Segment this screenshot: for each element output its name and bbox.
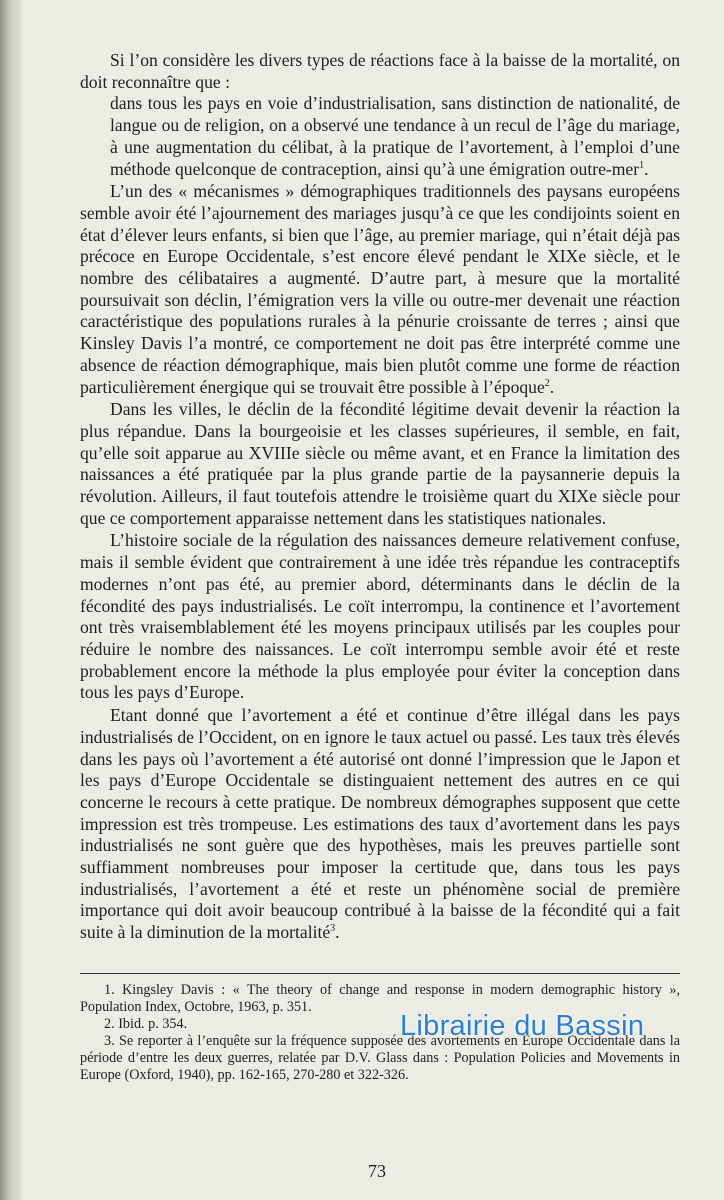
footnote-1: 1. Kingsley Davis : « The theory of change and response in modern demographic history », Population Index, Octobre, 1963, p. 351. <box>80 982 680 1015</box>
paragraph-marriage: L’un des « mécanismes » démographiques traditionnels des paysans européens semble avoir été l’ajournement des mariages jusqu’à ce que les condijoints soient en état d’élever leurs enfants, si bien que l’âge, au premier mariage, qui n’était déjà pas précoce en Europe Occidentale, s’est encore élevé pendant le XIXe siècle, et le nombre des célibataires a augmenté. D’autre part, à mesure que la mortalité poursuivait son déclin, l’émigration vers la ville ou outre-mer devenait une réaction caractéristique des populations rurales à la pénurie croissante de terres ; ainsi que Kinsley Davis l’a montré, ce comportement ne doit pas être interprété comme une absence de réaction démographique, mais bien plutôt comme une forme de réaction particulièrement énergique qui se trouvait être possible à l’époque$^2$. <box>80 181 680 397</box>
page-number: 73 <box>368 1161 386 1181</box>
paragraph-cities: Dans les villes, le déclin de la fécondité légitime devait devenir la réaction la plus répandue. Dans la bourgeoisie et les classes supérieures, il semble, en fait, qu’elle soit apparue au XVIIIe siècle ou même avant, et en France la limitation des naissances a été pratiquée par la plus grande partie de la paysannerie depuis la révolution. Ailleurs, il faut toutefois attendre le troisième quart du XIXe siècle pour que ce comportement apparaisse nettement dans les statistiques nationales. <box>80 399 680 528</box>
footnote-2: 2. Ibid. p. 354. <box>104 1016 188 1032</box>
paragraph-history: L’histoire sociale de la régulation des naissances demeure relativement confuse, mais il semble évident que contrairement à une idée très répandue les contraceptifs modernes n’ont pas été, au premier abord, déterminants dans le déclin de la fécondité des pays industrialisés. Le coït interrompu, la continence et l’avortement ont très vraisemblablement été les moyens principaux utilisés par les couples pour réduire le nombre des naissances. Le coït interrompu semble avoir été et reste probablement encore la méthode la plus employée pour éviter la conception dans tous les pays d’Europe. <box>80 530 680 703</box>
seller-watermark: Librairie du Bassin <box>400 1010 645 1042</box>
footnote-3: 3. Se reporter à l’enquête sur la fréquence supposée des avortements en Europe Occidentale dans la période d’entre les deux guerres, relatée par D.V. Glass dans : Population Policies and Movements in Europe (Oxford, 1940), pp. 162-165, 270-280 et 322-326. <box>80 1033 680 1083</box>
book-gutter <box>0 0 22 1200</box>
note-ref-2: 2 <box>544 377 550 389</box>
note-ref-3: 3 <box>330 923 336 935</box>
paragraph-intro: Si l’on considère les divers types de réactions face à la baisse de la mortalité, on doit reconnaître que : <box>80 50 680 92</box>
body-text <box>80 50 680 944</box>
paragraph-abortion: Etant donné que l’avortement a été et continue d’être illégal dans les pays industrialisés de l’Occident, on en ignore le taux actuel ou passé. Les taux très élevés dans les pays où l’avortement a été autorisé ont donné l’impression que le Japon et les pays d’Europe Occidentale se distinguaient nettement des autres en ce qui concerne le recours à cette pratique. De nombreux démographes supposent que cette impression est très trompeuse. Les estimations des taux d’avortement dans les pays industrialisés ne sont guère que des hypothèses, mais les preuves partielle sont suffiamment nombreuses pour imposer la certitude que, dans tous les pays industrialisés, l’avortement a été et reste un phénomène social de première importance qui doit avoir beaucoup contribué à la baisse de la fécondité qui a fait suite à la diminution de la mortalité$^3$. <box>80 705 680 943</box>
note-ref-1: 1 <box>639 159 645 171</box>
quotation: dans tous les pays en voie d’industrialisation, sans distinction de nationalité, de langue ou de religion, on a observé une tendance à un recul de l’âge du mariage, à une augmentation du célibat, à la pratique de l’avortement, à l’emploi d’une méthode quelconque de contraception, ainsi qu’à une émigration outre-mer$^1$. <box>110 93 680 179</box>
footnote-divider <box>80 973 680 974</box>
